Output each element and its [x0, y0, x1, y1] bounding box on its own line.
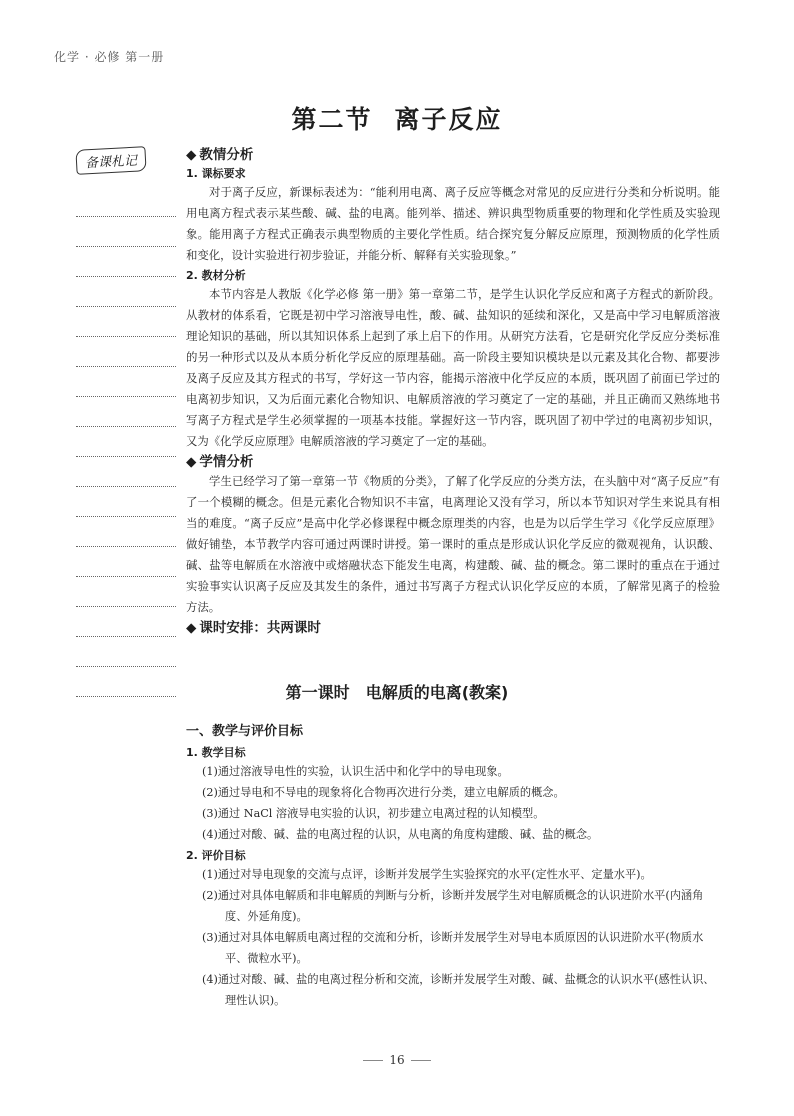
note-line	[76, 487, 176, 517]
analysis-content	[186, 146, 720, 637]
notes-label: 备课札记	[75, 146, 146, 175]
page-title	[0, 100, 794, 136]
teaching-goal-item: (4)通过对酸、碱、盐的电离过程的认识，从电离的角度构建酸、碱、盐的概念。	[202, 828, 599, 841]
teaching-goal-item: (1)通过溶液导电性的实验，认识生活中和化学中的导电现象。	[202, 765, 509, 778]
lesson-title-topic: 电解质的电离(教案)	[365, 683, 509, 702]
title-section-number: 第二节	[291, 105, 373, 134]
note-line	[76, 277, 176, 307]
footer-rule-left	[363, 1060, 383, 1061]
lesson-title	[0, 680, 794, 703]
diamond-icon: ◆	[186, 454, 197, 470]
diamond-icon: ◆	[186, 620, 197, 636]
diamond-icon: ◆	[186, 147, 197, 163]
curriculum-text: 对于离子反应，新课标表述为：“能利用电离、离子反应等概念对常见的反应进行分类和分析说明。能用电离方程式表示某些酸、碱、盐的电离。能列举、描述、辨识典型物质重要的物理和化学性质及实验现象。能用离子方程式正确表示典型物质的主要化学性质。结合探究复分解反应原理，预测物质的化学性质和变化，设计实验进行初步验证，并能分析、解释有关实验现象。”	[186, 185, 720, 262]
note-line	[76, 217, 176, 247]
note-line	[76, 367, 176, 397]
note-line	[76, 397, 176, 427]
running-header: 化学 · 必修 第一册	[54, 50, 165, 64]
note-line	[76, 187, 176, 217]
student-analysis-text: 学生已经学习了第一章第一节《物质的分类》，了解了化学反应的分类方法，在头脑中对“离子反应”有了一个模糊的概念。但是元素化合物知识不丰富，电离理论又没有学习，所以本节知识对学生来说具有相当的难度。“离子反应”是高中化学必修课程中概念原理类的内容，也是为以后学生学习《化学反应原理》做好铺垫，本节教学内容可通过两课时讲授。第一课时的重点是形成认识化学反应的微观视角，认识酸、碱、盐等电解质在水溶液中或熔融状态下能发生电离，构建酸、碱、盐的概念。第二课时的重点在于通过实验事实认识离子反应及其发生的条件，通过书写离子方程式认识化学反应的本质，了解常见离子的检验方法。	[186, 474, 720, 614]
page-number: 16	[389, 1053, 405, 1067]
notes-column	[74, 146, 178, 697]
note-line	[76, 637, 176, 667]
student-analysis-heading: ◆ 学情分析	[186, 454, 254, 470]
note-line	[76, 307, 176, 337]
textbook-heading: 2. 教材分析	[186, 269, 246, 282]
note-line	[76, 517, 176, 547]
lesson-title-period: 第一课时	[285, 683, 350, 702]
evaluation-goal-item: (4)通过对酸、碱、盐的电离过程分析和交流，诊断并发展学生对酸、碱、盐概念的认识水平(感性认识、理性认识)。	[202, 973, 715, 1007]
teaching-analysis-heading: ◆ 教情分析	[186, 147, 254, 163]
footer-rule-right	[411, 1060, 431, 1061]
schedule-heading: ◆ 课时安排：共两课时	[186, 620, 321, 636]
teaching-goal-item: (3)通过 NaCl 溶液导电实验的认识，初步建立电离过程的认知模型。	[202, 807, 545, 820]
note-line	[76, 547, 176, 577]
teaching-goals-heading: 1. 教学目标	[186, 746, 246, 759]
page-footer	[0, 1053, 794, 1067]
evaluation-goal-item: (3)通过对具体电解质电离过程的交流和分析，诊断并发展学生对导电本质原因的认识进阶水平(物质水平、微粒水平)。	[202, 931, 704, 965]
curriculum-heading: 1. 课标要求	[186, 167, 246, 180]
textbook-text: 本节内容是人教版《化学必修 第一册》第一章第二节，是学生认识化学反应和离子方程式的新阶段。从教材的体系看，它既是初中学习溶液导电性，酸、碱、盐知识的延续和深化，又是高中学习电解质溶液理论知识的基础，所以其知识体系上起到了承上启下的作用。从研究方法看，它是研究化学反应分类标准的另一种形式以及从本质分析化学反应的原理基础。高一阶段主要知识模块是以元素及其化合物、都要涉及离子反应及其方程式的书写，学好这一节内容，能揭示溶液中化学反应的本质，既巩固了前面已学过的电离初步知识，又为后面元素化合物知识、电解质溶液的学习奠定了一定的基础，并且正确而又熟练地书写离子方程式是学生必须掌握的一项基本技能。掌握好这一节内容，既巩固了初中学过的电离初步知识，又为《化学反应原理》电解质溶液的学习奠定了一定的基础。	[186, 287, 720, 448]
objectives-section	[186, 722, 720, 1011]
note-line	[76, 427, 176, 457]
evaluation-goal-item: (1)通过对导电现象的交流与点评，诊断并发展学生实验探究的水平(定性水平、定量水平)。	[202, 868, 652, 881]
notes-lines	[74, 187, 178, 697]
objectives-heading: 一、教学与评价目标	[186, 724, 304, 739]
evaluation-goal-item: (2)通过对具体电解质和非电解质的判断与分析，诊断并发展学生对电解质概念的认识进阶水平(内涵角度、外延角度)。	[202, 889, 704, 923]
note-line	[76, 457, 176, 487]
teaching-goal-item: (2)通过导电和不导电的现象将化合物再次进行分类，建立电解质的概念。	[202, 786, 565, 799]
evaluation-goals-heading: 2. 评价目标	[186, 849, 246, 862]
note-line	[76, 247, 176, 277]
title-section-name: 离子反应	[394, 105, 503, 134]
note-line	[76, 607, 176, 637]
note-line	[76, 337, 176, 367]
note-line	[76, 577, 176, 607]
